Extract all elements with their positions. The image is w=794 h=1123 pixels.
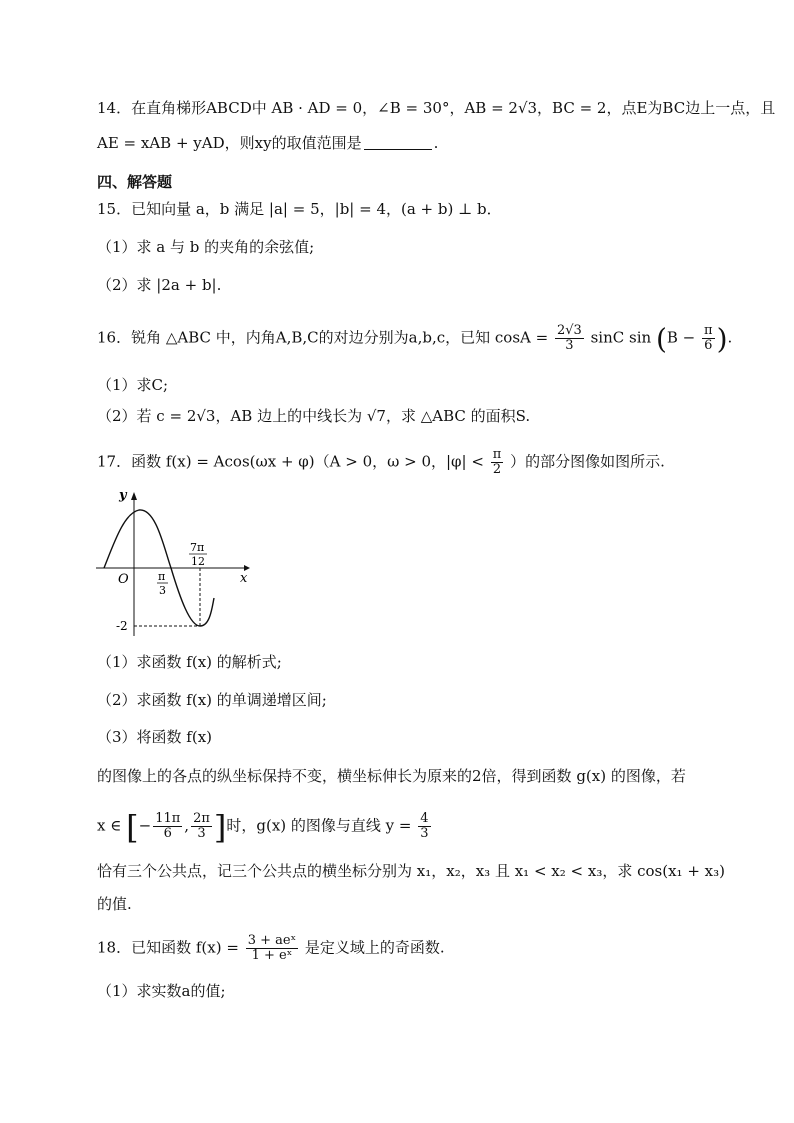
q17-part3-line3: x ∈ [− $\frac{11\pi}{6}$ , $\frac{2\pi}{3}$ ]时，g(x) 的图像与直线 y = $\frac{4}{3}$ xyxy=(97,808,429,847)
q15-part2: （2）求 |2a + b|. xyxy=(97,276,222,294)
frac-2pi-3: $\frac{2\pi}{3}$ xyxy=(193,811,210,841)
paren-open: ( xyxy=(655,322,667,356)
bracket-close: ] xyxy=(213,808,227,847)
q14-line1 xyxy=(97,97,775,119)
q17-part2: （2）求函数 f(x) 的单调递增区间; xyxy=(97,691,327,709)
q14-end: . xyxy=(433,134,439,152)
q17-stem-frac: $\frac{\pi}{2}$ xyxy=(492,447,502,477)
q16-stem: 16．锐角 △ABC 中，内角A,B,C的对边分别为a,b,c，已知 cosA = $\frac{2√3}{3}$ sinC sin (B − $\frac{\pi}{6}$ ). xyxy=(97,322,733,356)
answer-blank[interactable] xyxy=(364,135,432,150)
paren-close: ) xyxy=(716,322,728,356)
q16-stem-b: sinC sin xyxy=(590,328,652,347)
q16-part1: （1）求C; xyxy=(97,376,169,394)
tick2-den: 12 xyxy=(191,555,205,568)
x-label: x xyxy=(240,571,248,586)
frac-11pi-6: $\frac{11\pi}{6}$ xyxy=(155,811,181,841)
cosine-graph xyxy=(94,488,254,638)
q15-stem: 15．已知向量 a，b 满足 |a| = 5，|b| = 4，(a + b) ⊥ b． xyxy=(97,200,502,218)
q17-part1: （1）求函数 f(x) 的解析式; xyxy=(97,653,282,671)
q17-part3-line2: 的图像上的各点的纵坐标保持不变，横坐标伸长为原来的2倍，得到函数 g(x) 的图像，若 xyxy=(97,767,686,785)
tick2-num: 7π xyxy=(190,541,205,554)
q17-part3-line5: 的值. xyxy=(97,895,132,913)
tick1-den: 3 xyxy=(159,584,166,597)
q18-stem: 18．已知函数 f(x) = $\frac{\text{3 + aeˣ}}{\text{1 + eˣ}}$ 是定义域上的奇函数. xyxy=(97,933,445,963)
q14-text2: AE = xAB + yAD，则xy的取值范围是 xyxy=(97,134,362,152)
y-label: y xyxy=(119,488,127,503)
q14-line2 xyxy=(97,132,438,154)
q16-paren-frac: $\frac{\pi}{6}$ xyxy=(704,323,713,353)
q18-frac: $\frac{\text{3 + aeˣ}}{\text{1 + eˣ}}$ xyxy=(247,933,297,963)
y-axis-arrow xyxy=(131,492,137,500)
q17-part3: （3）将函数 f(x) xyxy=(97,728,213,746)
min-label: -2 xyxy=(116,619,128,633)
tick1-num: π xyxy=(158,570,166,583)
q15-part1: （1）求 a 与 b 的夹角的余弦值; xyxy=(97,238,315,256)
q16-frac: $\frac{2√3}{3}$ xyxy=(556,323,582,353)
origin-label: O xyxy=(118,572,129,587)
q14-text1: 14．在直角梯形ABCD中 AB · AD = 0，∠B = 30°，AB = 2√3，BC = 2，点E为BC边上一点，且 xyxy=(97,99,776,117)
q18-part1: （1）求实数a的值; xyxy=(97,982,226,1000)
q17-stem-a: 17．函数 f(x) = Acos(ωx + φ)（A > 0，ω > 0，|φ| < xyxy=(97,452,484,471)
bracket-open: [ xyxy=(126,808,139,847)
q17-stem-b: ）的部分图像如图所示. xyxy=(510,452,665,471)
q16-part2: （2）若 c = 2√3，AB 边上的中线长为 √7，求 △ABC 的面积S. xyxy=(97,407,531,425)
section-heading: 四、解答题 xyxy=(97,173,173,191)
q17-part3-line4: 恰有三个公共点，记三个公共点的横坐标分别为 x₁，x₂，x₃ 且 x₁ < x₂ < x₃，求 cos(x₁ + x₃) xyxy=(97,862,726,880)
q16-stem-a: 16．锐角 △ABC 中，内角A,B,C的对边分别为a,b,c，已知 cosA = xyxy=(97,328,549,347)
frac-4-3: $\frac{4}{3}$ xyxy=(420,811,429,841)
q17-stem xyxy=(97,448,665,477)
